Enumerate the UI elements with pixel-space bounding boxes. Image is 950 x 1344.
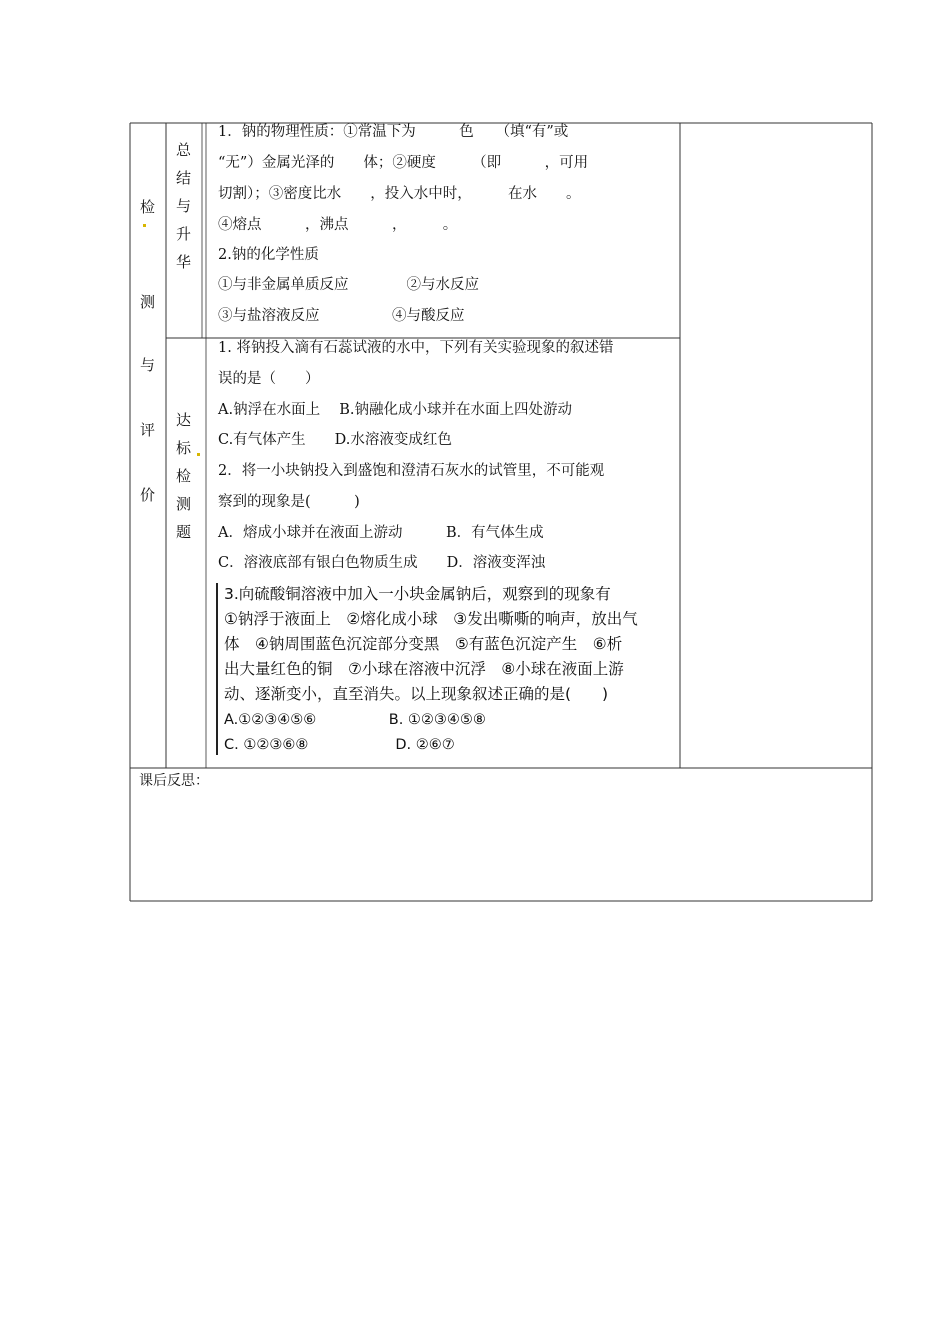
section1-line: 切割）；③密度比水 ，投入水中时， 在水 。 [218,186,581,202]
q3-line: ①钠浮于液面上 ②熔化成小球 ③发出嘶嘶的响声，放出气 [224,610,638,628]
section1-line: ①与非金属单质反应 ②与水反应 [218,277,479,293]
q3-line: 3.向硫酸铜溶液中加入一小块金属钠后，观察到的现象有 [224,585,611,603]
section1-label-char: 总 [176,141,192,159]
section1-line: ④熔点 ，沸点 ， 。 [218,217,458,233]
question-line: C．溶液底部有银白色物质生成 D．溶液变浑浊 [218,555,546,571]
col1-char: 价 [140,486,156,504]
section1-line: “无”）金属光泽的 体；②硬度 （即 ，可用 [218,155,589,171]
q3-line: 出大量红色的铜 ⑦小球在溶液中沉浮 ⑧小球在液面上游 [224,660,624,678]
col1-char: 与 [140,356,156,374]
question-line: 误的是（ ） [218,371,320,387]
section1-label-char: 与 [176,197,192,215]
question-line: A．熔成小球并在液面上游动 B．有气体生成 [218,525,544,541]
question-line: A.钠浮在水面上 B.钠融化成小球并在水面上四处游动 [218,402,572,418]
q3-line: 体 ④钠周围蓝色沉淀部分变黑 ⑤有蓝色沉淀产生 ⑥析 [224,635,623,653]
q3-line: 动、逐渐变小，直至消失。以上现象叙述正确的是( ) [224,685,609,703]
section2-label-char: 达 [176,411,192,429]
section1-label-char: 结 [176,169,192,187]
col1-char: 评 [140,421,156,439]
question-line: 2．将一小块钠投入到盛饱和澄清石灰水的试管里，不可能观 [218,463,605,479]
section2-label-char: 题 [176,523,192,541]
section1-line: 1．钠的物理性质：①常温下为 色 （填“有”或 [218,124,569,140]
question-line: 察到的现象是( ) [218,494,360,510]
question-line: C.有气体产生 D.水溶液变成红色 [218,432,452,448]
section2-label-char: 标 [176,439,192,457]
col1-char: 检 [140,198,156,216]
col1-char: 测 [140,293,156,311]
section1-label-char: 升 [176,225,192,243]
section1-line: 2.钠的化学性质 [218,247,319,263]
section2-label-char: 测 [176,495,192,513]
question3-image [216,581,676,759]
question-line: 1. 将钠投入滴有石蕊试液的水中，下列有关实验现象的叙述错 [218,340,614,356]
section1-label-char: 华 [176,253,192,271]
q3-line: C. ①②③⑥⑧ D. ②⑥⑦ [224,737,455,753]
section1-line: ③与盐溶液反应 ④与酸反应 [218,308,465,324]
reflection-label: 课后反思： [139,773,209,789]
section2-label-char: 检 [176,467,192,485]
q3-line: A.①②③④⑤⑥ B. ①②③④⑤⑧ [224,712,486,728]
